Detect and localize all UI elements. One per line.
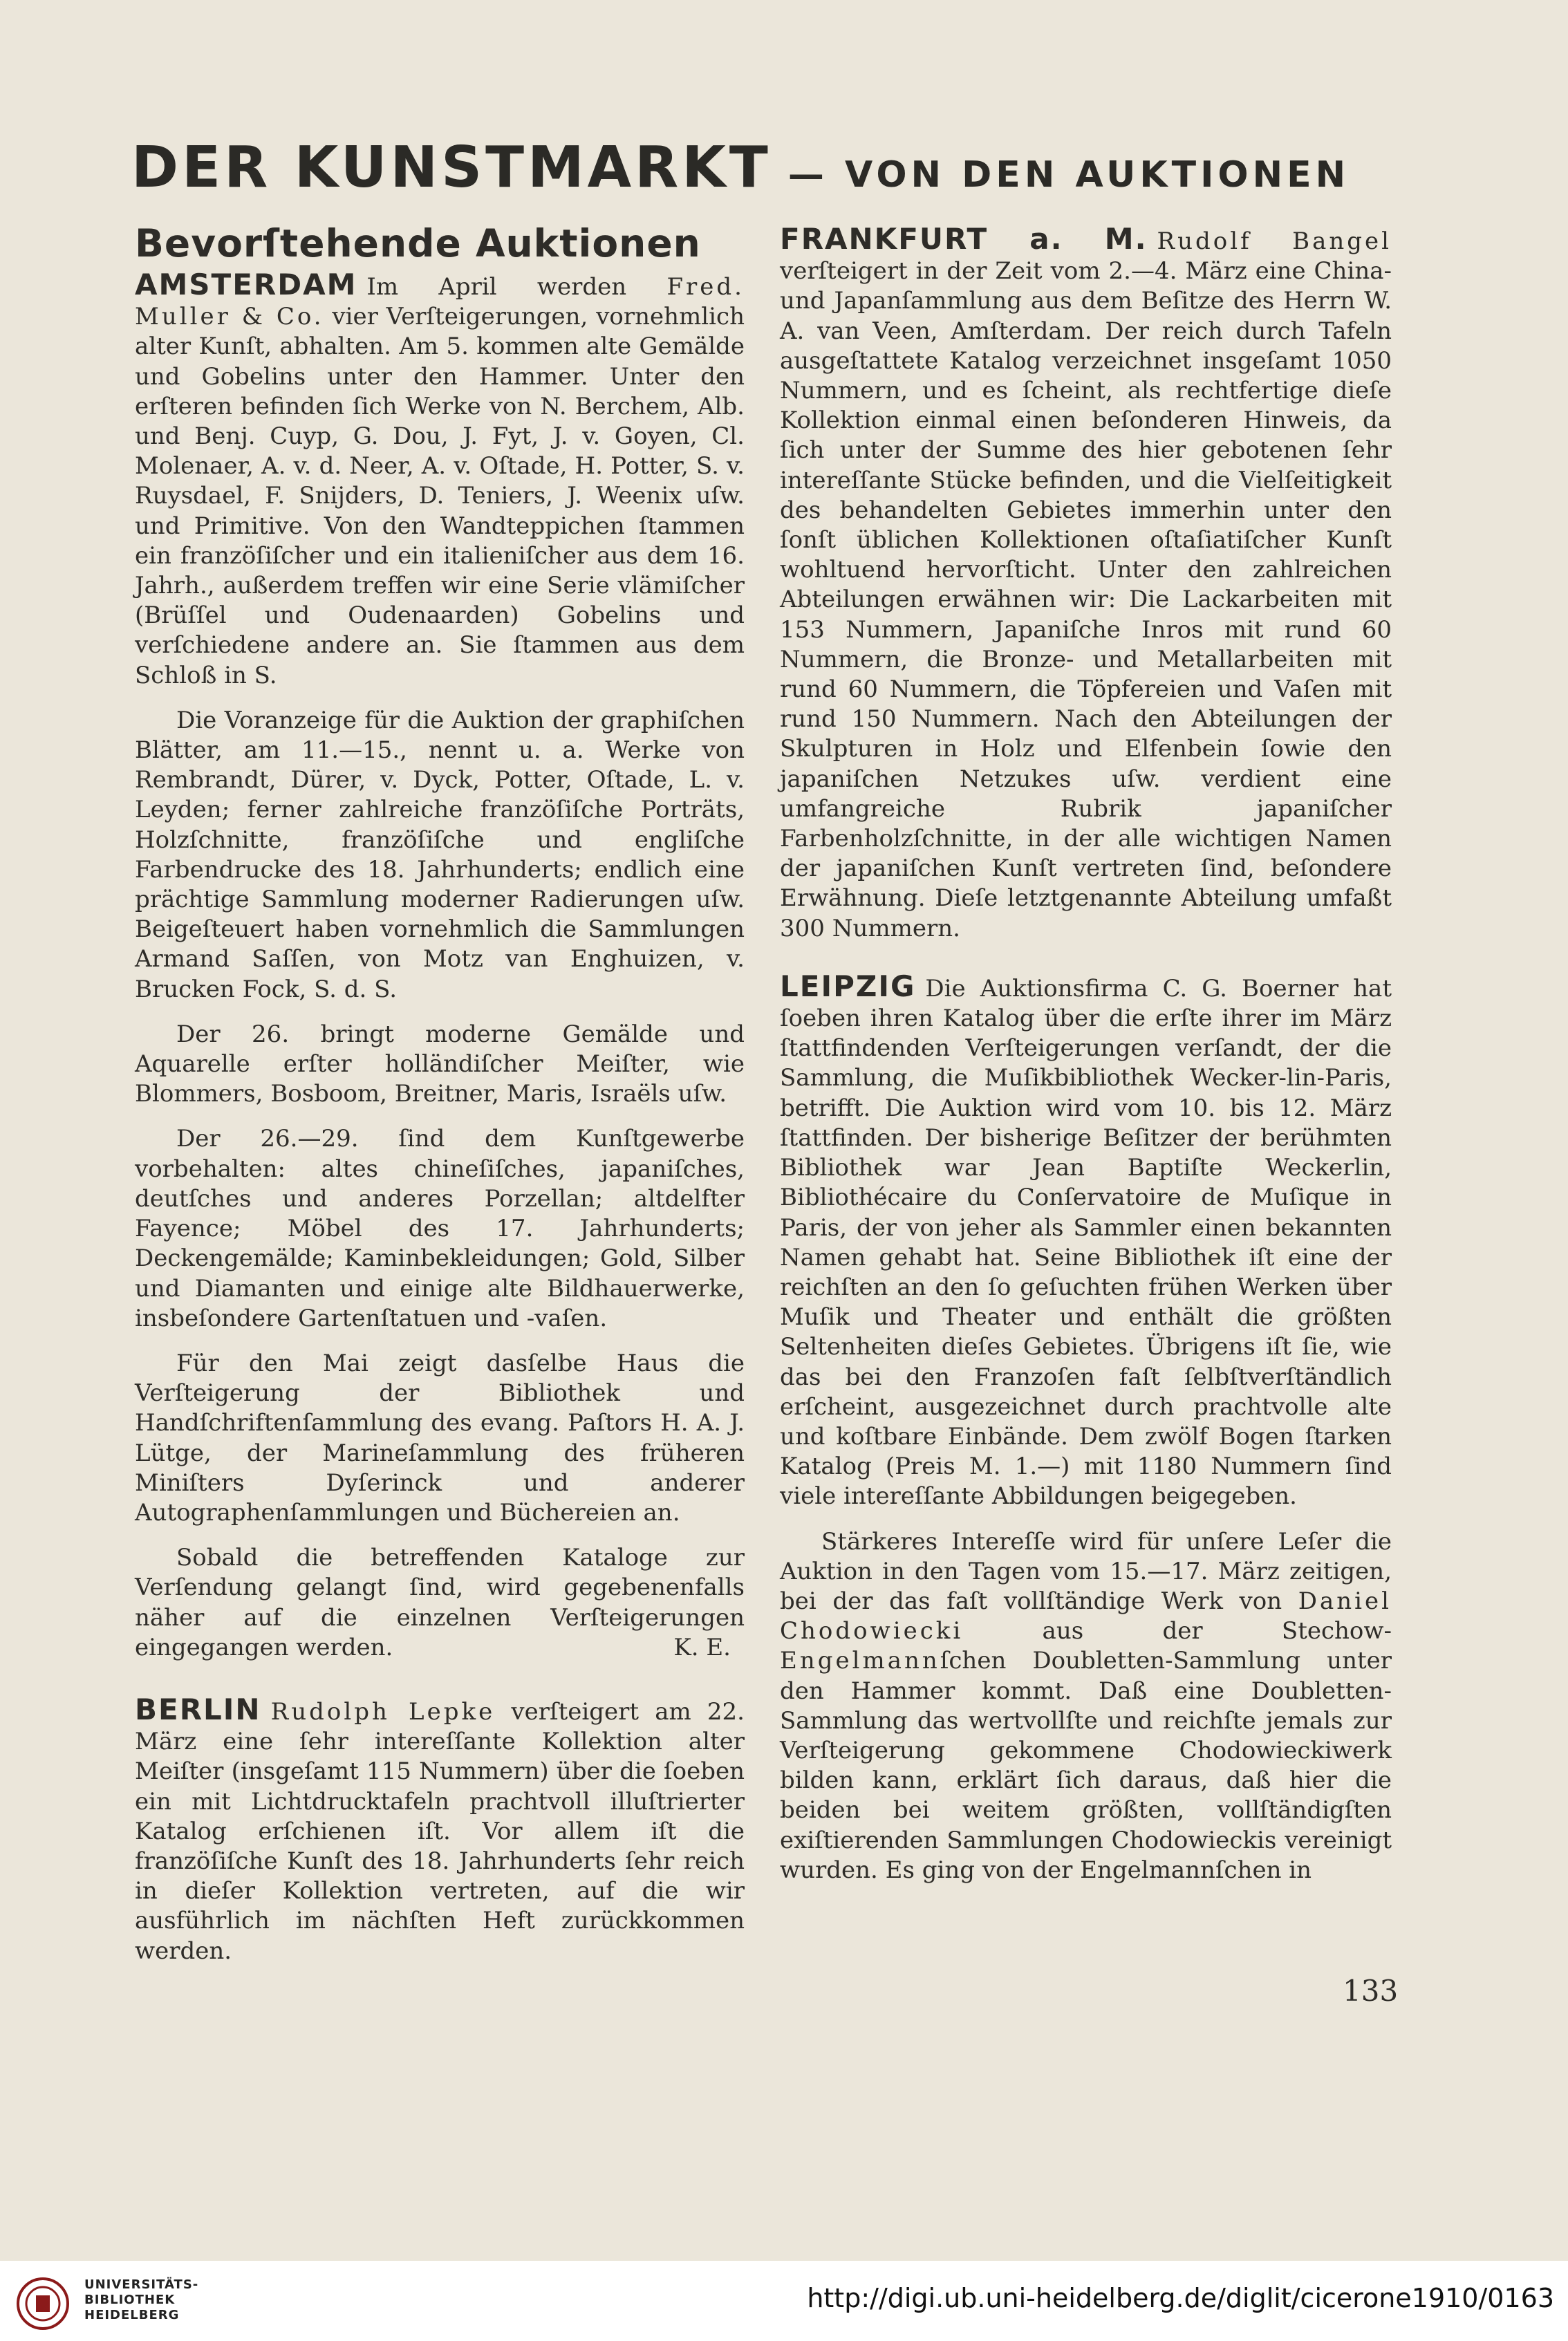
masthead-dash: — — [771, 154, 845, 196]
frankfurt-text: verſteigert in der Zeit vom 2.—4. März eine China- und Japanſammlung aus dem Beſitze des Herrn W. A. van Veen, Amſterdam. Der reich durch Tafeln ausgeſtattete Katalog verzeichnet insgeſamt 1050 Nummern, und es ſcheint, als rechtfertige dieſe Kollektion einmal einen beſonderen Hinweis, da ſich unter der Summe des hier gebotenen ſehr intereſſante Stücke befinden, und die Vielſeitigkeit des behandelten Gebietes immerhin unter den ſonſt üblichen Kollektionen oſtaſiatiſcher Kunſt wohltuend hervorſticht. Unter den zahlreichen Abteilungen erwähnen wir: Die Lackarbeiten mit 153 Nummern, Japaniſche Inros mit rund 60 Nummern, die Bronze- und Metallarbeiten mit rund 60 Nummern, die Töpfereien und Vaſen mit rund 150 Nummern. Nach den Abteilungen der Skulpturen in Holz und Elfenbein ſowie den japaniſchen Netzukes uſw. verdient eine umfangreiche Rubrik japaniſcher Farbenholzſchnitte, in der alle wichtigen Namen der japaniſchen Kunſt vertreten ſind, beſondere Erwähnung. Dieſe letztgenannte Abteilung umfaßt 300 Nummern. — [780, 257, 1392, 942]
berlin-text: verſteigert am 22. März eine ſehr intereſſante Kollektion alter Meiſter (insgeſamt 115 Nummern) über die ſoeben ein mit Lichtdrucktafeln prachtvoll illuſtrierter Katalog erſchienen iſt. Vor allem iſt die franzöſiſche Kunſt des 18. Jahrhunderts ſehr reich in dieſer Kollektion vertreten, auf die wir ausführlich im nächſten Heft zurückkommen werden. — [135, 1697, 745, 1965]
berlin-heading: BERLIN — [135, 1692, 261, 1726]
leipzig-paragraph-2 — [780, 1527, 1392, 1885]
frankfurt-firm: Rudolf Bangel — [1157, 227, 1392, 255]
masthead-subtitle: VON DEN AUKTIONEN — [844, 154, 1350, 196]
amsterdam-closing: Sobald die betreffenden Kataloge zur Verſendung gelangt ſind, wird gegebenenfalls näher auf die einzelnen Verſteigerungen eingegangen werden. — [135, 1544, 745, 1661]
leipzig-paragraph-1 — [780, 971, 1392, 1512]
amsterdam-paragraph-2: Die Voranzeige für die Auktion der graphiſchen Blätter, am 11.—15., nennt u. a. Werke von Rembrandt, Dürer, v. Dyck, Potter, Oſtade, L. v. Leyden; ferner zahlreiche franzöſiſche Porträts, Holzſchnitte, franzöſiſche und engliſche Farbendrucke des 18. Jahrhunderts; endlich eine prächtige Sammlung moderner Radierungen uſw. Beigeſteuert haben vornehmlich die Sammlungen Armand Saſſen, von Motz van Enghuizen, v. Brucken Fock, S. d. S. — [135, 706, 745, 1003]
right-column — [780, 216, 1392, 1885]
section-title: Bevorſtehende Auktionen — [135, 221, 701, 265]
amsterdam-lead: Im April werden — [366, 273, 667, 301]
berlin-paragraph — [135, 1692, 745, 1966]
masthead — [131, 135, 1431, 200]
amsterdam-heading: AMSTERDAM — [135, 268, 357, 301]
leipzig-p2-mid: aus der Stechow- — [963, 1617, 1392, 1645]
frankfurt-heading: FRANKFURT a. M. — [780, 222, 1148, 256]
leipzig-p2-name2: Engelmann — [780, 1647, 940, 1675]
leipzig-text: Die Auktionsfirma C. G. Boerner hat ſoeben ihren Katalog über die erſte ihrer im März ſtattfindenden Verſteigerungen verſandt, der die Sammlung, die Muſikbibliothek Wecker-lin-Paris, betrifft. Die Auktion wird vom 10. bis 12. März ſtattfinden. Der bisherige Beſitzer der berühmten Bibliothek war Jean Baptiſte Weckerlin, Bibliothécaire du Conſervatoire de Muſique in Paris, der von jeher als Sammler einen bekannten Namen gehabt hat. Seine Bibliothek iſt eine der reichſten an den ſo geſuchten frühen Werken über Muſik und Theater und enthält die größten Seltenheiten dieſes Gebietes. Übrigens iſt ſie, wie das bei den Franzoſen faſt ſelbſtverſtändlich erſcheint, ausgezeichnet durch prachtvolle alte und koſtbare Einbände. Dem zwölf Bogen ſtarken Katalog (Preis M. 1.—) mit 1180 Nummern ſind viele intereſſante Abbildungen beigegeben. — [780, 974, 1392, 1511]
university-seal-icon — [15, 2276, 71, 2331]
frankfurt-paragraph — [780, 224, 1392, 944]
amsterdam-firm: Fred. Muller & Co. — [135, 273, 745, 331]
left-column — [135, 216, 745, 1966]
footer-bar — [0, 2261, 1568, 2341]
source-url-link[interactable]: http://digi.ub.uni-heidelberg.de/diglit/cicerone1910/0163 — [807, 2283, 1554, 2313]
amsterdam-paragraph-6 — [135, 1543, 745, 1663]
leipzig-heading: LEIPZIG — [780, 969, 916, 1003]
amsterdam-paragraph-5: Für den Mai zeigt dasſelbe Haus die Verſteigerung der Bibliothek und Handſchriftenſammlung des evang. Paſtors H. A. J. Lütge, der Marineſammlung des früheren Miniſters Dyſerinck und anderer Autographenſammlungen und Büchereien an. — [135, 1349, 745, 1527]
berlin-firm: Rudolph Lepke — [270, 1697, 496, 1726]
leipzig-p2-rest: ſchen Doubletten-Sammlung unter den Hammer kommt. Daß eine Doubletten-Sammlung das wertvollſte und reichſte jemals zur Verſteigerung gekommene Chodowieckiwerk bilden kann, erklärt ſich daraus, daß hier die beiden bei weitem größten, vollſtändigſten exiſtierenden Sammlungen Chodowieckis vereinigt wurden. Es ging von der Engelmannſchen in — [780, 1647, 1392, 1884]
amsterdam-text: vier Verſteigerungen, vornehmlich alter Kunſt, abhalten. Am 5. kommen alte Gemälde und Gobelins unter den Hammer. Unter den erſteren befinden ſich Werke von N. Berchem, Alb. und Benj. Cuyp, G. Dou, J. Fyt, J. v. Goyen, Cl. Molenaer, A. v. d. Neer, A. v. Oſtade, H. Potter, S. v. Ruysdael, F. Snijders, D. Teniers, J. Weenix uſw. und Primitive. Von den Wandteppichen ſtammen ein franzöſiſcher und ein italieniſcher aus dem 16. Jahrh., außerdem treffen wir eine Serie vlämiſcher (Brüſſel und Oudenaarden) Gobelins und verſchiedene andere an. Sie ſtammen aus dem Schloß in S. — [135, 303, 745, 689]
library-logo-text — [84, 2277, 198, 2323]
leipzig-p2-name: Daniel Chodowiecki — [780, 1587, 1392, 1645]
page-number: 133 — [1343, 1974, 1399, 2008]
amsterdam-paragraph-3: Der 26. bringt moderne Gemälde und Aquarelle erſter holländiſcher Meiſter, wie Blommers, Bosboom, Breitner, Maris, Israëls uſw. — [135, 1020, 745, 1108]
logo-line-1: UNIVERSITÄTS- — [84, 2277, 199, 2292]
amsterdam-paragraph-4: Der 26.—29. ſind dem Kunſtgewerbe vorbehalten: altes chineſiſches, japaniſches, deutſches und anderes Porzellan; altdelfter Fayence; Möbel des 17. Jahrhunderts; Deckengemälde; Kaminbekleidungen; Gold, Silber und Diamanten und einige alte Bildhauerwerke, insbeſondere Gartenſtatuen und -vaſen. — [135, 1125, 745, 1332]
masthead-title: DER KUNSTMARKT — [131, 135, 772, 200]
logo-line-2: BIBLIOTHEK — [84, 2293, 176, 2307]
leipzig-p2-lead: Stärkeres Intereſſe wird für unſere Leſer die Auktion in den Tagen vom 15.—17. März zeitigen, bei der das faſt vollſtändige Werk von — [780, 1527, 1392, 1615]
amsterdam-paragraph-1 — [135, 270, 745, 691]
signature: K. E. — [673, 1633, 731, 1661]
logo-line-3: HEIDELBERG — [84, 2308, 180, 2322]
